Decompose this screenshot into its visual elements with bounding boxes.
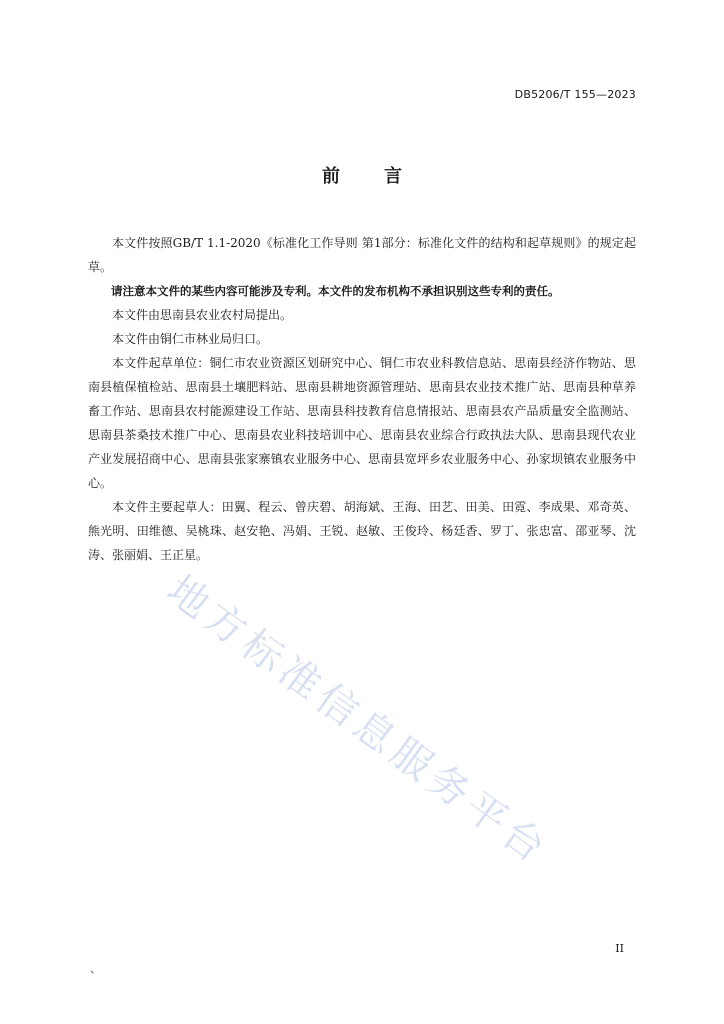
paragraph-drafting-units: 本文件起草单位：铜仁市农业资源区划研究中心、铜仁市农业科教信息站、思南县经济作物站、思南县植保植检站、思南县土壤肥料站、思南县耕地资源管理站、思南县农业技术推广站、思南县种草养畜工作站、思南县农村能源建设工作站、思南县科技教育信息情报站、思南县农产品质量安全监测站、思南县茶桑技术推广中心、思南县农业科技培训中心、思南县农业综合行政执法大队、思南县现代农业产业发展招商中心、思南县张家寨镇农业服务中心、思南县宽坪乡农业服务中心、孙家坝镇农业服务中心。 <box>88 356 636 490</box>
paragraph-proposer: 本文件由思南县农业农村局提出。 <box>112 308 293 322</box>
paragraph-drafting-rules: 本文件按照GB/T 1.1-2020《标准化工作导则 第1部分：标准化文件的结构和起草规则》的规定起草。 <box>88 236 636 274</box>
stray-mark: 、 <box>90 962 101 975</box>
paragraph-patent-notice: 请注意本文件的某些内容可能涉及专利。本文件的发布机构不承担识别这些专利的责任。 <box>111 284 560 298</box>
title-char-2: 言 <box>384 166 402 187</box>
page-number: II <box>615 942 624 955</box>
title-char-1: 前 <box>322 166 340 187</box>
document-code: DB5206/T 155—2023 <box>514 88 636 101</box>
page-title <box>0 162 724 188</box>
paragraph-responsible-unit: 本文件由铜仁市林业局归口。 <box>112 332 269 346</box>
paragraph-drafters: 本文件主要起草人：田翼、程云、曾庆碧、胡海斌、王海、田艺、田美、田霓、李成果、邓奇英、熊光明、田维德、吴桃珠、赵安艳、冯娟、王锐、赵敏、王俊玲、杨廷香、罗丁、张忠富、邵亚琴、沈涛、张丽娟、王正星。 <box>88 500 636 562</box>
watermark: 地方标准信息服务平台 <box>158 567 558 875</box>
body-text <box>88 231 636 567</box>
